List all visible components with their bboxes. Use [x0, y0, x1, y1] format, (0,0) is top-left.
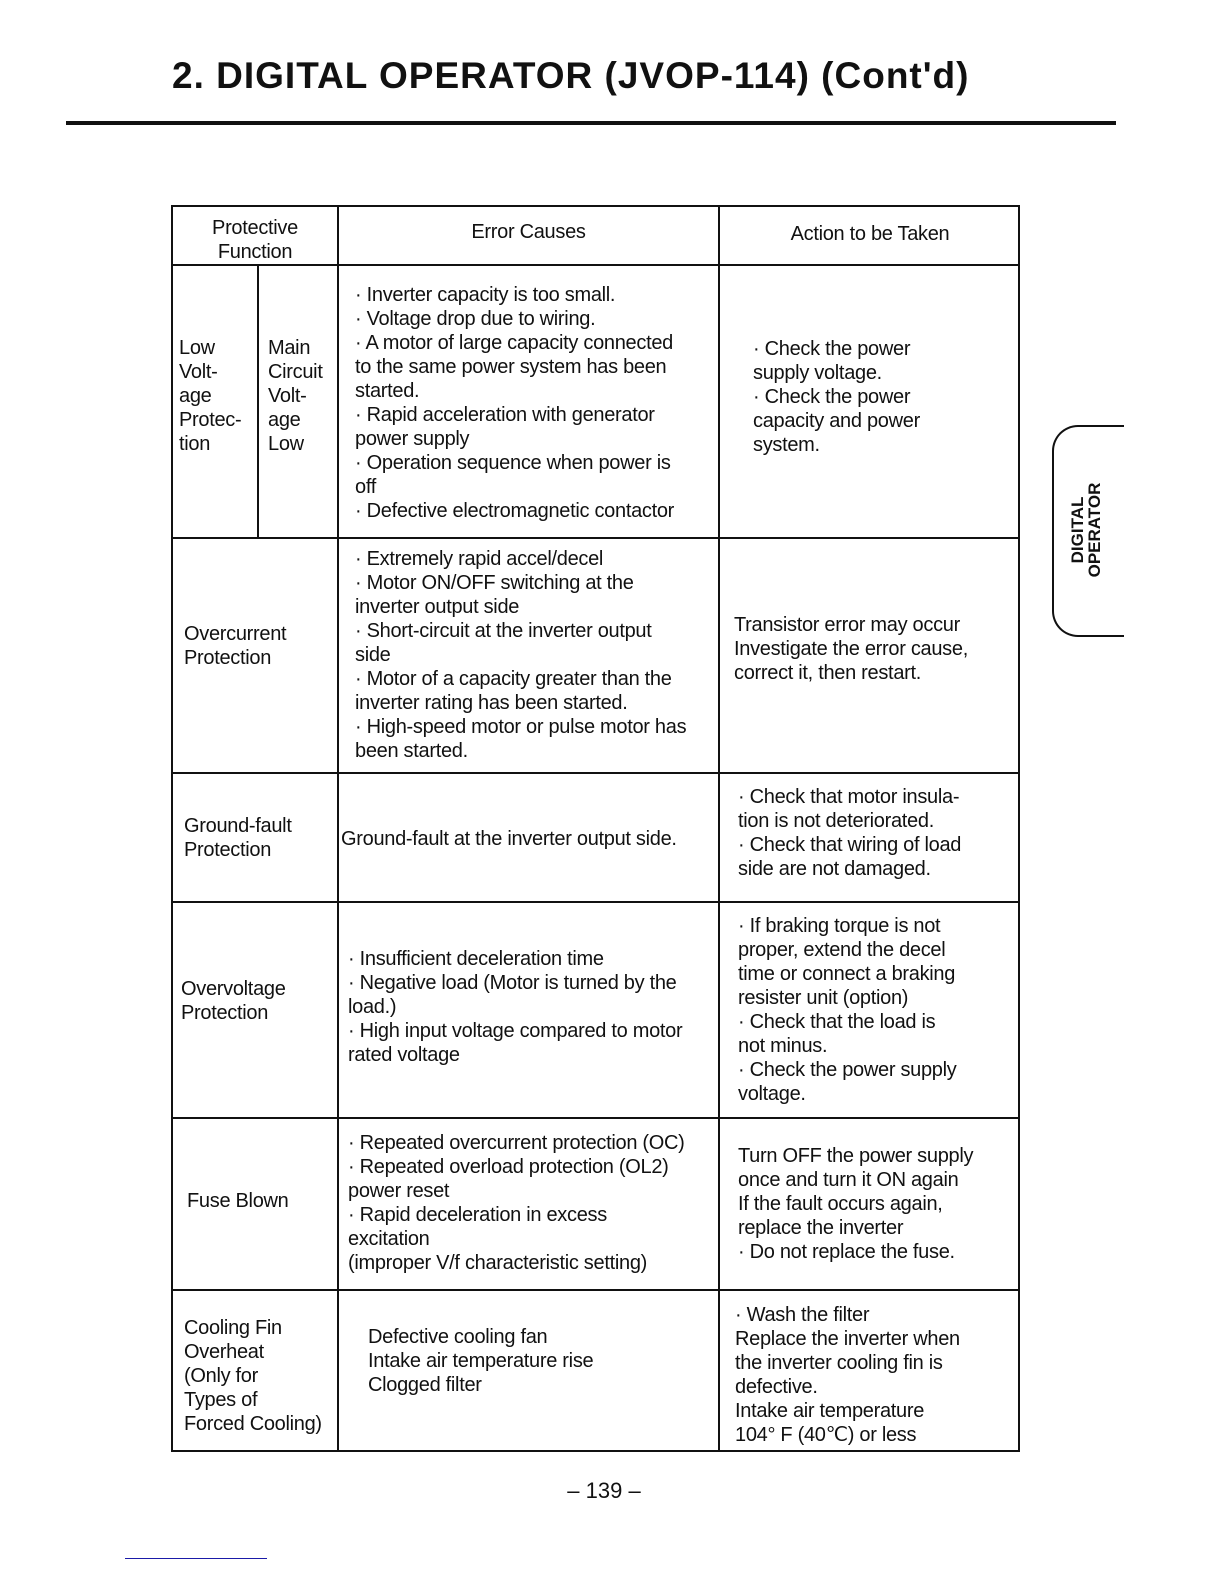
row-divider [173, 1289, 1018, 1291]
sub-column-divider [257, 265, 259, 538]
function-cooling-fin: Cooling Fin Overheat (Only for Types of Forced Cooling) [184, 1317, 322, 1435]
causes-low-voltage: · Inverter capacity is too small. · Voltage drop due to wiring. · A motor of large capacity connected to the same power system has been started. · Rapid acceleration with generator power supply · Operation sequence when power is off · Defective electromagnetic contactor [355, 284, 675, 522]
action-fuse-blown: Turn OFF the power supply once and turn it ON again If the fault occurs again, replace the inverter · Do not replace the fuse. [738, 1145, 974, 1263]
action-ground-fault: · Check that motor insula- tion is not deteriorated. · Check that wiring of load side are not damaged. [738, 786, 962, 880]
causes-cooling-fin: Defective cooling fan Intake air temperature rise Clogged filter [368, 1326, 594, 1396]
action-overcurrent: Transistor error may occur Investigate the error cause, correct it, then restart. [734, 614, 968, 684]
row-divider [173, 264, 1018, 266]
protective-functions-table [171, 205, 1020, 1452]
header-error-causes: Error Causes [471, 221, 586, 243]
function-ground-fault: Ground-fault Protection [184, 815, 292, 861]
column-divider [718, 207, 720, 1450]
causes-overcurrent: · Extremely rapid accel/decel · Motor ON/OFF switching at the inverter output side · Short-circuit at the inverter output side · Motor of a capacity greater than the inverter rating has been started. · High-speed motor or pulse motor has been started. [355, 548, 687, 762]
page-number: – 139 – [567, 1478, 641, 1503]
causes-fuse-blown: · Repeated overcurrent protection (OC) · Repeated overload protection (OL2) power reset · Rapid deceleration in excess excitation (improper V/f characteristic setting) [348, 1132, 685, 1274]
footer-line [125, 1558, 267, 1559]
row-divider [173, 1117, 1018, 1119]
action-low-voltage: · Check the power supply voltage. · Check the power capacity and power system. [753, 338, 920, 456]
section-tab-label: DIGITAL OPERATOR [1068, 482, 1104, 578]
function-fuse-blown: Fuse Blown [187, 1190, 289, 1212]
action-cooling-fin: · Wash the filter Replace the inverter when the inverter cooling fin is defective. Intake air temperature 104° F (40℃) or less [735, 1304, 960, 1446]
causes-overvoltage: · Insufficient deceleration time · Negative load (Motor is turned by the load.) · High input voltage compared to motor rated voltage [348, 948, 683, 1066]
page-title: 2. DIGITAL OPERATOR (JVOP-114) (Cont'd) [172, 55, 970, 96]
action-overvoltage: · If braking torque is not proper, extend the decel time or connect a braking resister unit (option) · Check that the load is not minus. · Check the power supply voltage. [738, 915, 957, 1105]
header-protective-function: Protective Function [212, 217, 298, 263]
row-divider [173, 901, 1018, 903]
function-overvoltage: Overvoltage Protection [181, 978, 286, 1024]
sub-function-main-circuit: Main Circuit Volt- age Low [268, 337, 323, 455]
causes-ground-fault: Ground-fault at the inverter output side. [341, 828, 677, 850]
function-low-voltage: Low Volt- age Protec- tion [179, 337, 242, 455]
column-divider [337, 207, 339, 1450]
title-rule [66, 121, 1116, 125]
function-overcurrent: Overcurrent Protection [184, 623, 287, 669]
header-action: Action to be Taken [790, 223, 950, 245]
row-divider [173, 537, 1018, 539]
row-divider [173, 772, 1018, 774]
